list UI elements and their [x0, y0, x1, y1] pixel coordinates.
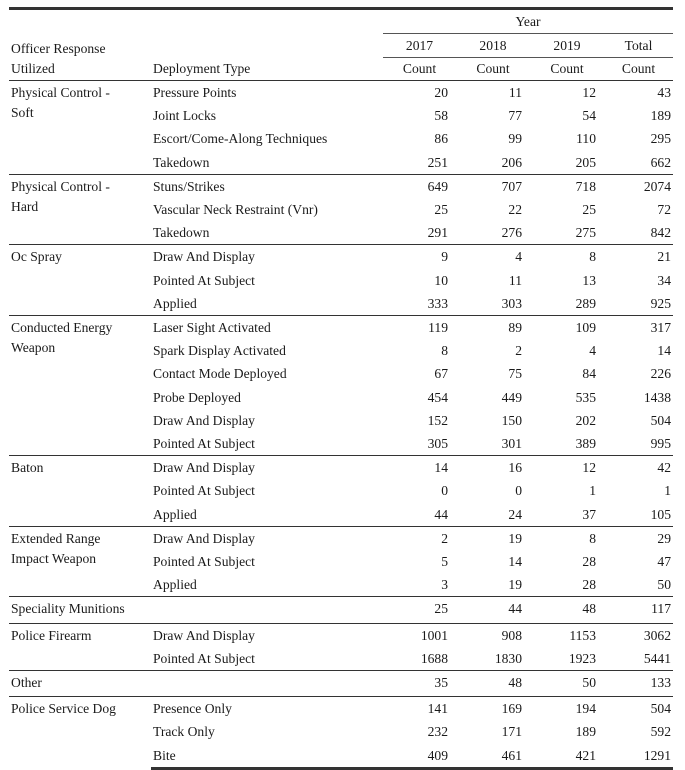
- total-count-cell: 47: [657, 554, 671, 570]
- deployment-type-cell: Draw And Display: [153, 412, 255, 428]
- officer-response-label: Soft: [11, 105, 34, 120]
- officer-response-label: Baton: [11, 460, 44, 476]
- deployment-type-cell: Laser Sight Activated: [151, 316, 383, 340]
- count-2019-cell: 12: [582, 85, 596, 100]
- total-count-cell: 1438: [643, 389, 671, 405]
- count-2019-cell: 289: [575, 295, 596, 311]
- count-2019-cell: 389: [575, 436, 596, 452]
- count-2017-cell: 58: [434, 108, 448, 124]
- count-2017-cell: 454: [427, 389, 448, 405]
- count-2017-cell: 14: [383, 456, 456, 480]
- deployment-type-cell: Takedown: [153, 225, 210, 241]
- officer-response-cell: [9, 174, 151, 245]
- count-2018-cell: 48: [456, 671, 530, 697]
- count-2019-cell: 110: [576, 131, 596, 147]
- count-2019-cell: 109: [530, 316, 604, 340]
- table-body: [9, 81, 673, 769]
- officer-response-header-line1: Officer Response: [11, 41, 106, 56]
- count-2017-cell: 251: [427, 154, 448, 170]
- total-count-cell: 5441: [643, 650, 671, 666]
- table-row: [9, 526, 673, 550]
- officer-response-label: Impact Weapon: [11, 550, 97, 566]
- count-2017-cell: 10: [434, 272, 448, 288]
- total-count-cell: 1291: [604, 744, 673, 769]
- count-2019-cell: 205: [575, 154, 596, 170]
- count-2018-cell: 150: [501, 412, 522, 428]
- total-count-cell: 34: [657, 272, 671, 288]
- officer-response-label: Police Service Dog: [11, 701, 116, 717]
- table-row: [9, 81, 673, 105]
- table-row: [9, 697, 673, 721]
- officer-response-label: Physical Control -: [11, 85, 110, 100]
- total-count-cell: 295: [650, 131, 671, 147]
- officer-response-cell: [9, 245, 151, 316]
- count-2019-cell: 8: [530, 526, 604, 550]
- deployment-type-cell: Pointed At Subject: [153, 436, 255, 452]
- count-2017-cell: 152: [427, 412, 448, 428]
- count-2017-cell: 3: [441, 577, 448, 593]
- total-count-cell: 226: [650, 366, 671, 382]
- count-2018-cell: 11: [508, 272, 522, 288]
- count-2019-cell: 1153: [530, 623, 604, 647]
- count-2018-cell: 16: [456, 456, 530, 480]
- count-2019-cell: 1923: [568, 650, 596, 666]
- count-2019-cell: 37: [582, 506, 596, 522]
- officer-response-cell: [9, 697, 151, 769]
- deployment-type-cell: Takedown: [153, 154, 210, 170]
- deployment-type-cell: Applied: [153, 577, 197, 593]
- count-2017-cell: 2: [383, 526, 456, 550]
- count-2018-cell: 171: [501, 724, 522, 740]
- count-2017-cell: 5: [441, 554, 448, 570]
- deployment-type-cell: Joint Locks: [153, 108, 217, 124]
- deployment-type-cell: Draw And Display: [151, 623, 383, 647]
- total-count-cell: 43: [657, 85, 671, 100]
- count-2017-cell: 35: [383, 671, 456, 697]
- total-count-cell: 133: [604, 671, 673, 697]
- total-count-cell: 2074: [604, 174, 673, 198]
- count-2018-cell: 99: [508, 131, 522, 147]
- count-2017-cell: 141: [383, 697, 456, 721]
- deployment-type-cell: Pointed At Subject: [153, 554, 255, 570]
- deployment-type-cell: [151, 597, 383, 623]
- deployment-type-cell: Vascular Neck Restraint (Vnr): [153, 202, 318, 218]
- total-count-cell: 592: [650, 724, 671, 740]
- count-2018-cell: 301: [501, 436, 522, 452]
- officer-response-label: Extended Range: [11, 530, 101, 546]
- officer-response-header-line2: Utilized: [11, 61, 55, 76]
- deployment-type-cell: Contact Mode Deployed: [153, 366, 287, 382]
- officer-response-label: Physical Control -: [11, 178, 110, 194]
- deployment-type-cell: Pointed At Subject: [153, 483, 255, 499]
- total-count-cell: 42: [604, 456, 673, 480]
- officer-response-cell: [9, 456, 151, 527]
- count-2018-cell: 169: [456, 697, 530, 721]
- count-header-total: Count: [604, 58, 673, 81]
- total-count-cell: 29: [604, 526, 673, 550]
- count-2019-cell: 202: [575, 412, 596, 428]
- table-row: [9, 671, 673, 697]
- count-2019-cell: 48: [530, 597, 604, 623]
- count-2019-cell: 8: [530, 245, 604, 269]
- count-2019-cell: 25: [582, 202, 596, 218]
- deployment-type-cell: [151, 671, 383, 697]
- officer-response-label: Weapon: [11, 340, 56, 356]
- table-row: [9, 456, 673, 480]
- count-2018-cell: 0: [515, 483, 522, 499]
- officer-response-label: Speciality Munitions: [11, 601, 125, 617]
- officer-response-label: Oc Spray: [11, 249, 62, 265]
- total-count-cell: 117: [604, 597, 673, 623]
- officer-response-cell: [9, 316, 151, 456]
- count-2018-cell: 14: [508, 554, 522, 570]
- count-2019-cell: 12: [530, 456, 604, 480]
- count-header-2019: Count: [530, 58, 604, 81]
- count-2019-cell: 28: [582, 577, 596, 593]
- total-count-cell: 50: [657, 577, 671, 593]
- officer-response-table: [9, 7, 673, 770]
- total-count-cell: 14: [657, 343, 671, 359]
- officer-response-label: Hard: [11, 198, 39, 214]
- count-2019-cell: 28: [582, 554, 596, 570]
- count-2017-cell: 67: [434, 366, 448, 382]
- deployment-type-cell: Pressure Points: [153, 85, 237, 100]
- count-2017-cell: 1001: [383, 623, 456, 647]
- count-2018-cell: 461: [456, 744, 530, 769]
- count-header-2018: Count: [456, 58, 530, 81]
- deployment-type-cell: Draw And Display: [151, 245, 383, 269]
- response-table-container: [9, 7, 673, 770]
- officer-response-label: Other: [11, 675, 42, 691]
- year-header: Year: [383, 10, 673, 34]
- total-count-cell: 3062: [604, 623, 673, 647]
- count-2019-cell: 189: [575, 724, 596, 740]
- count-2018-cell: 22: [508, 202, 522, 218]
- count-2019-cell: 421: [530, 744, 604, 769]
- count-2017-cell: 86: [434, 131, 448, 147]
- deployment-type-cell: Draw And Display: [151, 456, 383, 480]
- count-2018-cell: 908: [456, 623, 530, 647]
- deployment-type-cell: Stuns/Strikes: [151, 174, 383, 198]
- total-count-cell: 842: [650, 225, 671, 241]
- officer-response-cell: [9, 526, 151, 597]
- count-2017-cell: 333: [427, 295, 448, 311]
- total-count-cell: 995: [650, 436, 671, 452]
- total-count-cell: 72: [657, 202, 671, 218]
- count-2019-cell: 194: [530, 697, 604, 721]
- count-2017-cell: 8: [441, 343, 448, 359]
- year-2017-header: 2017: [383, 34, 456, 58]
- deployment-type-header: Deployment Type: [151, 10, 383, 81]
- deployment-type-cell: Presence Only: [151, 697, 383, 721]
- deployment-type-cell: Track Only: [153, 724, 215, 740]
- total-count-cell: 21: [604, 245, 673, 269]
- count-2018-cell: 276: [501, 225, 522, 241]
- officer-response-cell: [9, 597, 151, 623]
- count-2019-cell: 275: [575, 225, 596, 241]
- count-2017-cell: 305: [427, 436, 448, 452]
- officer-response-label: Conducted Energy: [11, 320, 113, 336]
- count-2018-cell: 75: [508, 366, 522, 382]
- table-header: [9, 9, 673, 81]
- total-count-cell: 504: [604, 697, 673, 721]
- table-row: [9, 597, 673, 623]
- deployment-type-cell: Escort/Come-Along Techniques: [153, 131, 328, 147]
- count-2018-cell: 24: [508, 506, 522, 522]
- count-2019-cell: 84: [582, 366, 596, 382]
- count-2018-cell: 19: [508, 577, 522, 593]
- count-2018-cell: 4: [456, 245, 530, 269]
- total-count-cell: 504: [650, 412, 671, 428]
- count-2017-cell: 25: [434, 202, 448, 218]
- officer-response-cell: [9, 671, 151, 697]
- count-2018-cell: 206: [501, 154, 522, 170]
- deployment-type-cell: Draw And Display: [151, 526, 383, 550]
- count-2018-cell: 1830: [494, 650, 522, 666]
- count-2017-cell: 1688: [420, 650, 448, 666]
- count-2017-cell: 291: [427, 225, 448, 241]
- total-count-cell: 925: [650, 295, 671, 311]
- deployment-type-cell: Pointed At Subject: [153, 272, 255, 288]
- count-2018-cell: 2: [515, 343, 522, 359]
- table-row: [9, 623, 673, 647]
- year-2019-header: 2019: [530, 34, 604, 58]
- count-2017-cell: 0: [441, 483, 448, 499]
- count-2017-cell: 409: [383, 744, 456, 769]
- count-2017-cell: 649: [383, 174, 456, 198]
- count-2018-cell: 707: [456, 174, 530, 198]
- count-2018-cell: 449: [501, 389, 522, 405]
- officer-response-label: Police Firearm: [11, 627, 92, 643]
- count-2018-cell: 303: [501, 295, 522, 311]
- total-count-cell: 317: [604, 316, 673, 340]
- count-2019-cell: 50: [530, 671, 604, 697]
- total-header: Total: [604, 34, 673, 58]
- count-2018-cell: 11: [508, 85, 522, 100]
- count-2019-cell: 13: [582, 272, 596, 288]
- deployment-type-cell: Bite: [151, 744, 383, 769]
- deployment-type-cell: Probe Deployed: [153, 389, 241, 405]
- count-2017-cell: 9: [383, 245, 456, 269]
- table-row: [9, 174, 673, 198]
- count-2019-cell: 535: [575, 389, 596, 405]
- count-2018-cell: 44: [456, 597, 530, 623]
- total-count-cell: 105: [650, 506, 671, 522]
- count-2017-cell: 232: [427, 724, 448, 740]
- table-row: [9, 316, 673, 340]
- count-2017-cell: 20: [434, 85, 448, 100]
- table-row: [9, 245, 673, 269]
- count-2017-cell: 44: [434, 506, 448, 522]
- count-2019-cell: 1: [589, 483, 596, 499]
- officer-response-cell: [9, 81, 151, 175]
- deployment-type-cell: Applied: [153, 506, 197, 522]
- count-2018-cell: 89: [456, 316, 530, 340]
- count-2019-cell: 4: [589, 343, 596, 359]
- count-2019-cell: 54: [582, 108, 596, 124]
- count-2017-cell: 119: [383, 316, 456, 340]
- deployment-type-cell: Applied: [153, 295, 197, 311]
- officer-response-cell: [9, 623, 151, 670]
- count-2017-cell: 25: [383, 597, 456, 623]
- count-2018-cell: 19: [456, 526, 530, 550]
- count-header-2017: Count: [383, 58, 456, 81]
- officer-response-header: [9, 10, 151, 81]
- deployment-type-cell: Pointed At Subject: [153, 650, 255, 666]
- total-count-cell: 1: [664, 483, 671, 499]
- count-2019-cell: 718: [530, 174, 604, 198]
- total-count-cell: 662: [650, 154, 671, 170]
- year-2018-header: 2018: [456, 34, 530, 58]
- deployment-type-cell: Spark Display Activated: [153, 343, 286, 359]
- count-2018-cell: 77: [508, 108, 522, 124]
- total-count-cell: 189: [650, 108, 671, 124]
